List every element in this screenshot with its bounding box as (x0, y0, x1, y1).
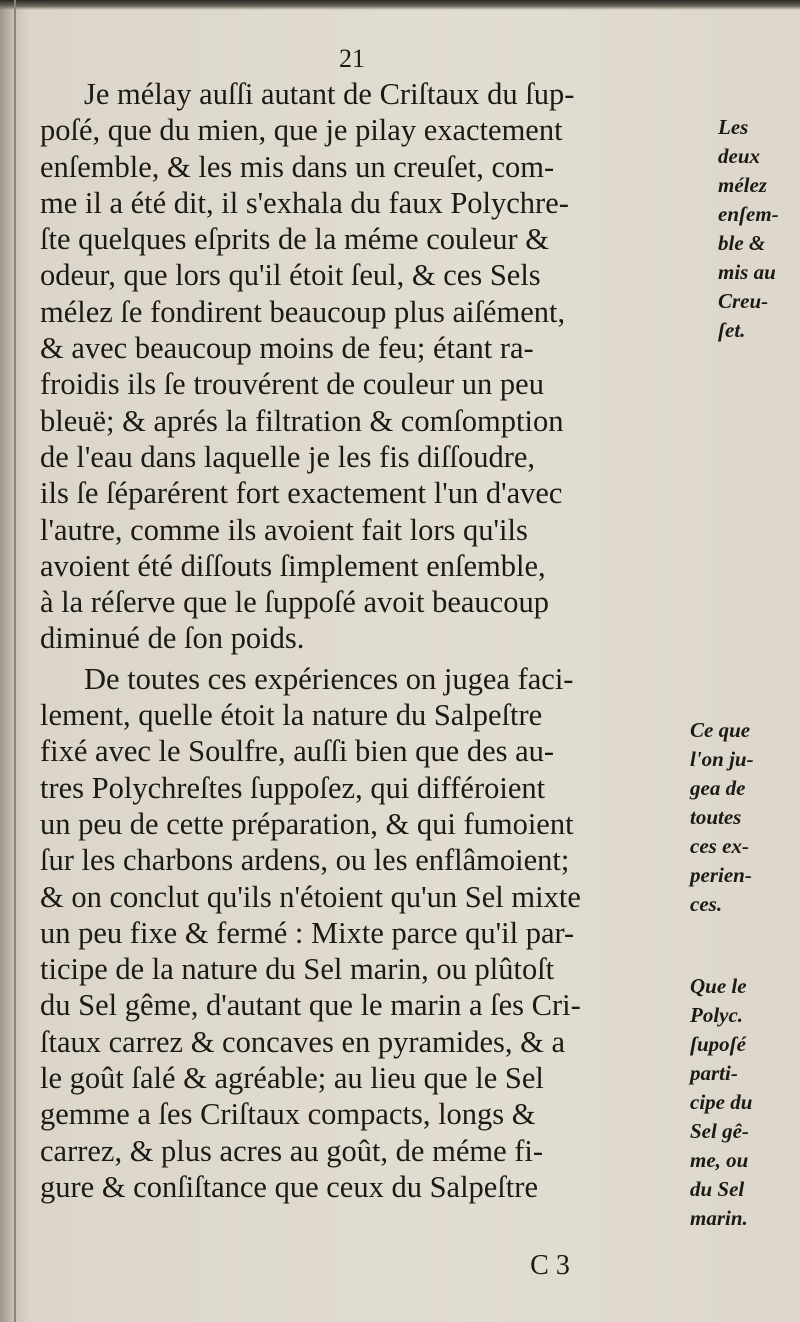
page-gutter (14, 0, 16, 1322)
margin-note-line: Sel gê- (690, 1119, 749, 1143)
margin-note-crystals-mixed (718, 113, 800, 345)
text-line: ils ſe ſéparérent fort exactement l'un d'avec (40, 476, 563, 511)
text-line: à la réſerve que le ſuppoſé avoit beaucoup (40, 585, 549, 620)
main-text-block (40, 76, 680, 1205)
text-line: froidis ils ſe trouvérent de couleur un peu (40, 367, 544, 402)
text-line: me il a été dit, il s'exhala du faux Polychre- (40, 185, 569, 220)
text-line: ticipe de la nature du Sel marin, ou plûtoſt (40, 952, 555, 987)
signature-mark: C 3 (530, 1250, 570, 1281)
margin-note-line: Ce que (690, 718, 751, 742)
text-line: Je mélay auſſi autant de Criſtaux du ſup- (84, 77, 575, 111)
text-line: odeur, que lors qu'il étoit ſeul, & ces Sels (40, 258, 541, 293)
text-line: poſé, que du mien, que je pilay exactement (40, 113, 563, 148)
margin-note-line: Creu- (718, 289, 769, 313)
margin-note-line: mis au (718, 260, 776, 284)
margin-note-line: marin. (690, 1206, 748, 1230)
text-line: & on conclut qu'ils n'étoient qu'un Sel mixte (40, 879, 581, 914)
margin-note-line: Polyc. (690, 1003, 744, 1027)
margin-note-line: me, ou (690, 1148, 749, 1172)
margin-note-line: ble & (718, 231, 766, 255)
margin-note-line: mélez (718, 173, 767, 197)
margin-note-line: enſem- (718, 202, 779, 226)
text-line: le goût ſalé & agréable; au lieu que le Sel (40, 1061, 544, 1096)
page-number: 21 (339, 44, 365, 73)
text-line: un peu de cette préparation, & qui fumoient (40, 806, 574, 841)
text-line: fixé avec le Soulfre, auſſi bien que des au- (40, 734, 555, 769)
margin-note-line: ſupoſé (690, 1032, 746, 1056)
margin-note-line: ces ex- (690, 834, 749, 858)
margin-note-line: du Sel (690, 1177, 745, 1201)
margin-note-line: ſet. (718, 318, 746, 342)
margin-note-line: l'on ju- (690, 747, 754, 771)
text-line: l'autre, comme ils avoient fait lors qu'ils (40, 512, 528, 547)
text-line: De toutes ces expériences on jugea faci- (84, 661, 574, 696)
margin-note-line: Que le (690, 974, 747, 998)
text-line: ſur les charbons ardens, ou les enflâmoient; (40, 843, 570, 878)
margin-note-line: toutes (690, 805, 742, 829)
text-line: avoient été diſſouts ſimplement enſemble, (40, 548, 546, 583)
text-line: de l'eau dans laquelle je les fis diſſoudre, (40, 439, 536, 474)
margin-note-line: ces. (690, 892, 723, 916)
margin-note-line: Les (718, 115, 749, 139)
margin-note-polychreste (690, 972, 794, 1233)
text-line: ſtaux carrez & concaves en pyramides, & a (40, 1024, 566, 1059)
text-line: diminué de ſon poids. (40, 621, 305, 656)
margin-note-line: parti- (690, 1061, 738, 1085)
margin-note-experiments (690, 716, 794, 919)
text-line: gure & conſiſtance que ceux du Salpeſtre (40, 1169, 538, 1204)
text-line: gemme a ſes Criſtaux compacts, longs & (40, 1097, 536, 1132)
margin-note-line: cipe du (690, 1090, 753, 1114)
text-line: enſemble, & les mis dans un creuſet, com- (40, 149, 555, 184)
margin-note-line: deux (718, 144, 760, 168)
text-line: du Sel gême, d'autant que le marin a ſes Cri- (40, 988, 581, 1023)
margin-note-line: gea de (690, 776, 746, 800)
text-line: un peu fixe & fermé : Mixte parce qu'il par- (40, 915, 575, 950)
text-line: ſte quelques eſprits de la méme couleur & (40, 222, 550, 257)
margin-note-line: perien- (690, 863, 752, 887)
text-line: lement, quelle étoit la nature du Salpeſtre (40, 698, 543, 733)
text-line: tres Polychreſtes ſuppoſez, qui différoient (40, 770, 546, 805)
text-line: mélez ſe fondirent beaucoup plus aiſément, (40, 294, 566, 329)
text-line: bleuë; & aprés la filtration & comſomption (40, 403, 564, 438)
page-top-edge (0, 0, 800, 10)
text-line: & avec beaucoup moins de feu; étant ra- (40, 331, 534, 366)
text-line: carrez, & plus acres au goût, de méme fi- (40, 1133, 544, 1168)
